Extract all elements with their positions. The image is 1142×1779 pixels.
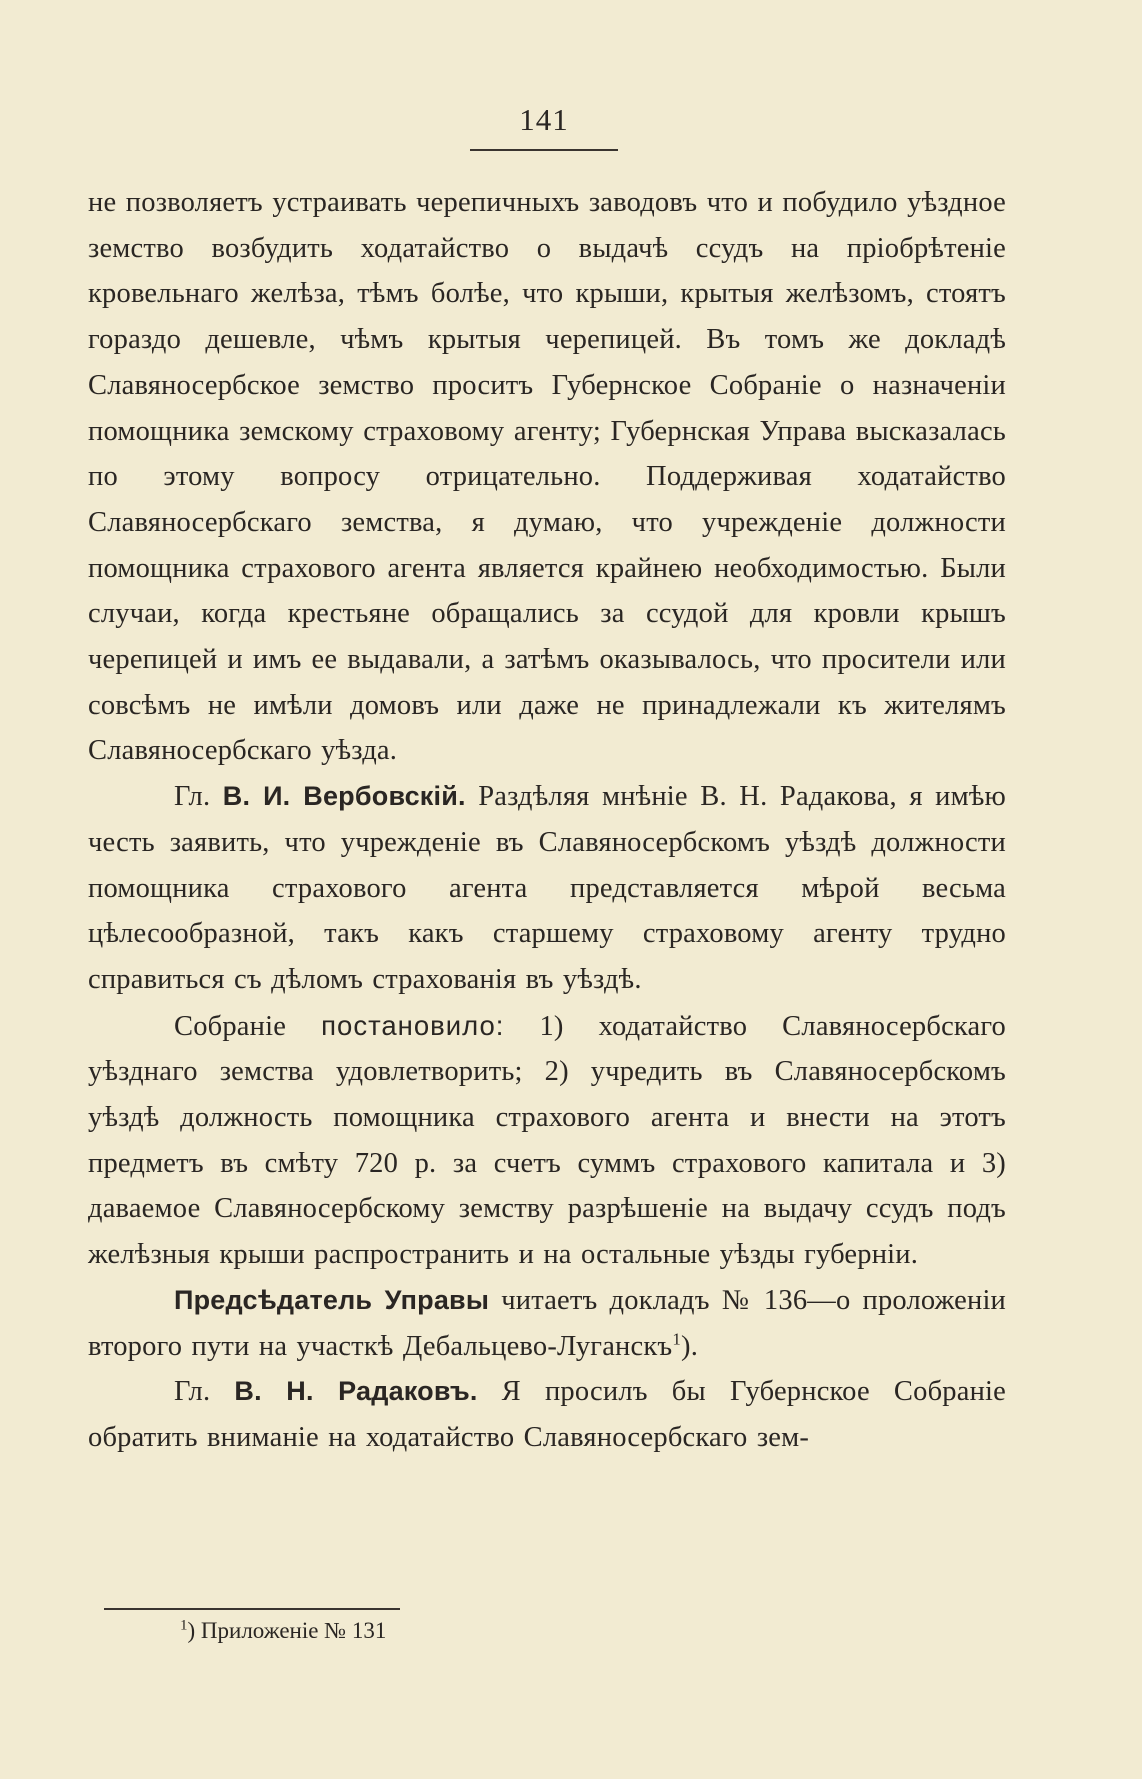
speaker-name-verbovsky: В. И. Вербовскій. — [222, 781, 466, 812]
footnote-mark: 1 — [180, 1617, 188, 1634]
paragraph-4-end: ). — [681, 1330, 699, 1362]
page-number: 141 — [519, 102, 569, 137]
footnote-rule — [104, 1608, 400, 1610]
speaker-name-radakov: В. Н. Радаковъ. — [234, 1376, 478, 1407]
paragraph-5 — [88, 1369, 1006, 1460]
page-number-rule — [470, 149, 618, 151]
resolved-word: постановило: — [321, 1009, 505, 1041]
speaker-name-chairman: Предсѣдатель Управы — [174, 1284, 490, 1315]
footnote — [180, 1614, 386, 1648]
paragraph-2 — [88, 774, 1006, 1003]
paragraph-5-text: Я просилъ бы Губернское Собраніе обратить вниманіе на ходатайство Славяносербскаго зем- — [88, 1376, 1006, 1453]
speaker-prefix: Гл. — [174, 1376, 211, 1408]
paragraph-3-text: 1) ходатайство Славяносербскаго уѣзднаго земства удовлетворить; 2) учредить въ Славяносербскомъ уѣздѣ должность помощника страхового агента и внести на этотъ предметъ въ смѣту 720 р. за счетъ суммъ страхового капитала и 3) даваемое Славяносербскому земству разрѣшеніе на выдачу ссудъ подъ желѣзныя крыши распространить и на остальные уѣзды губерніи. — [88, 1010, 1007, 1271]
footnote-reference[interactable]: 1 — [672, 1329, 682, 1349]
paragraph-4-text: читаетъ докладъ № 136—о проложеніи второго пути на участкѣ Дебальцево-Луганскъ — [88, 1284, 1007, 1362]
speaker-prefix: Гл. — [174, 781, 211, 813]
paragraph-2-text: Раздѣляя мнѣніе В. Н. Радакова, я имѣю честь заявить, что учрежденіе въ Славяносербскомъ уѣздѣ должности помощника страхового агента представляется мѣрой весьма цѣлесообразной, такъ какъ старшему страховому агенту трудно справиться съ дѣломъ страхованія въ уѣздѣ. — [88, 781, 1007, 995]
body-text — [88, 180, 1006, 1461]
paragraph-4 — [88, 1278, 1006, 1369]
paragraph-1: не позволяетъ устраивать черепичныхъ заводовъ что и побудило уѣздное земство возбудить ходатайство о выдачѣ ссудъ на пріобрѣтеніе кровельнаго желѣза, тѣмъ болѣе, что крыши, крытыя желѣзомъ, стоятъ гораздо дешевле, чѣмъ крытыя черепицей. Въ томъ же докладѣ Славяносербское земство проситъ Губернское Собраніе о назначеніи помощника земскому страховому агенту; Губернская Управа высказалась по этому вопросу отрицательно. Поддерживая ходатайство Славяносербскаго земства, я думаю, что учрежденіе должности помощника страхового агента является крайнею необходимостью. Были случаи, когда крестьяне обращались за ссудой для кровли крышъ черепицей и имъ ее выдавали, а затѣмъ оказывалось, что просители или совсѣмъ не имѣли домовъ или даже не принадлежали къ жителямъ Славяносербскаго уѣзда. — [88, 187, 1006, 767]
paragraph-3 — [88, 1003, 1006, 1278]
assembly-prefix: Собраніе — [174, 1010, 287, 1042]
footnote-text: ) Приложеніе № 131 — [187, 1618, 387, 1643]
